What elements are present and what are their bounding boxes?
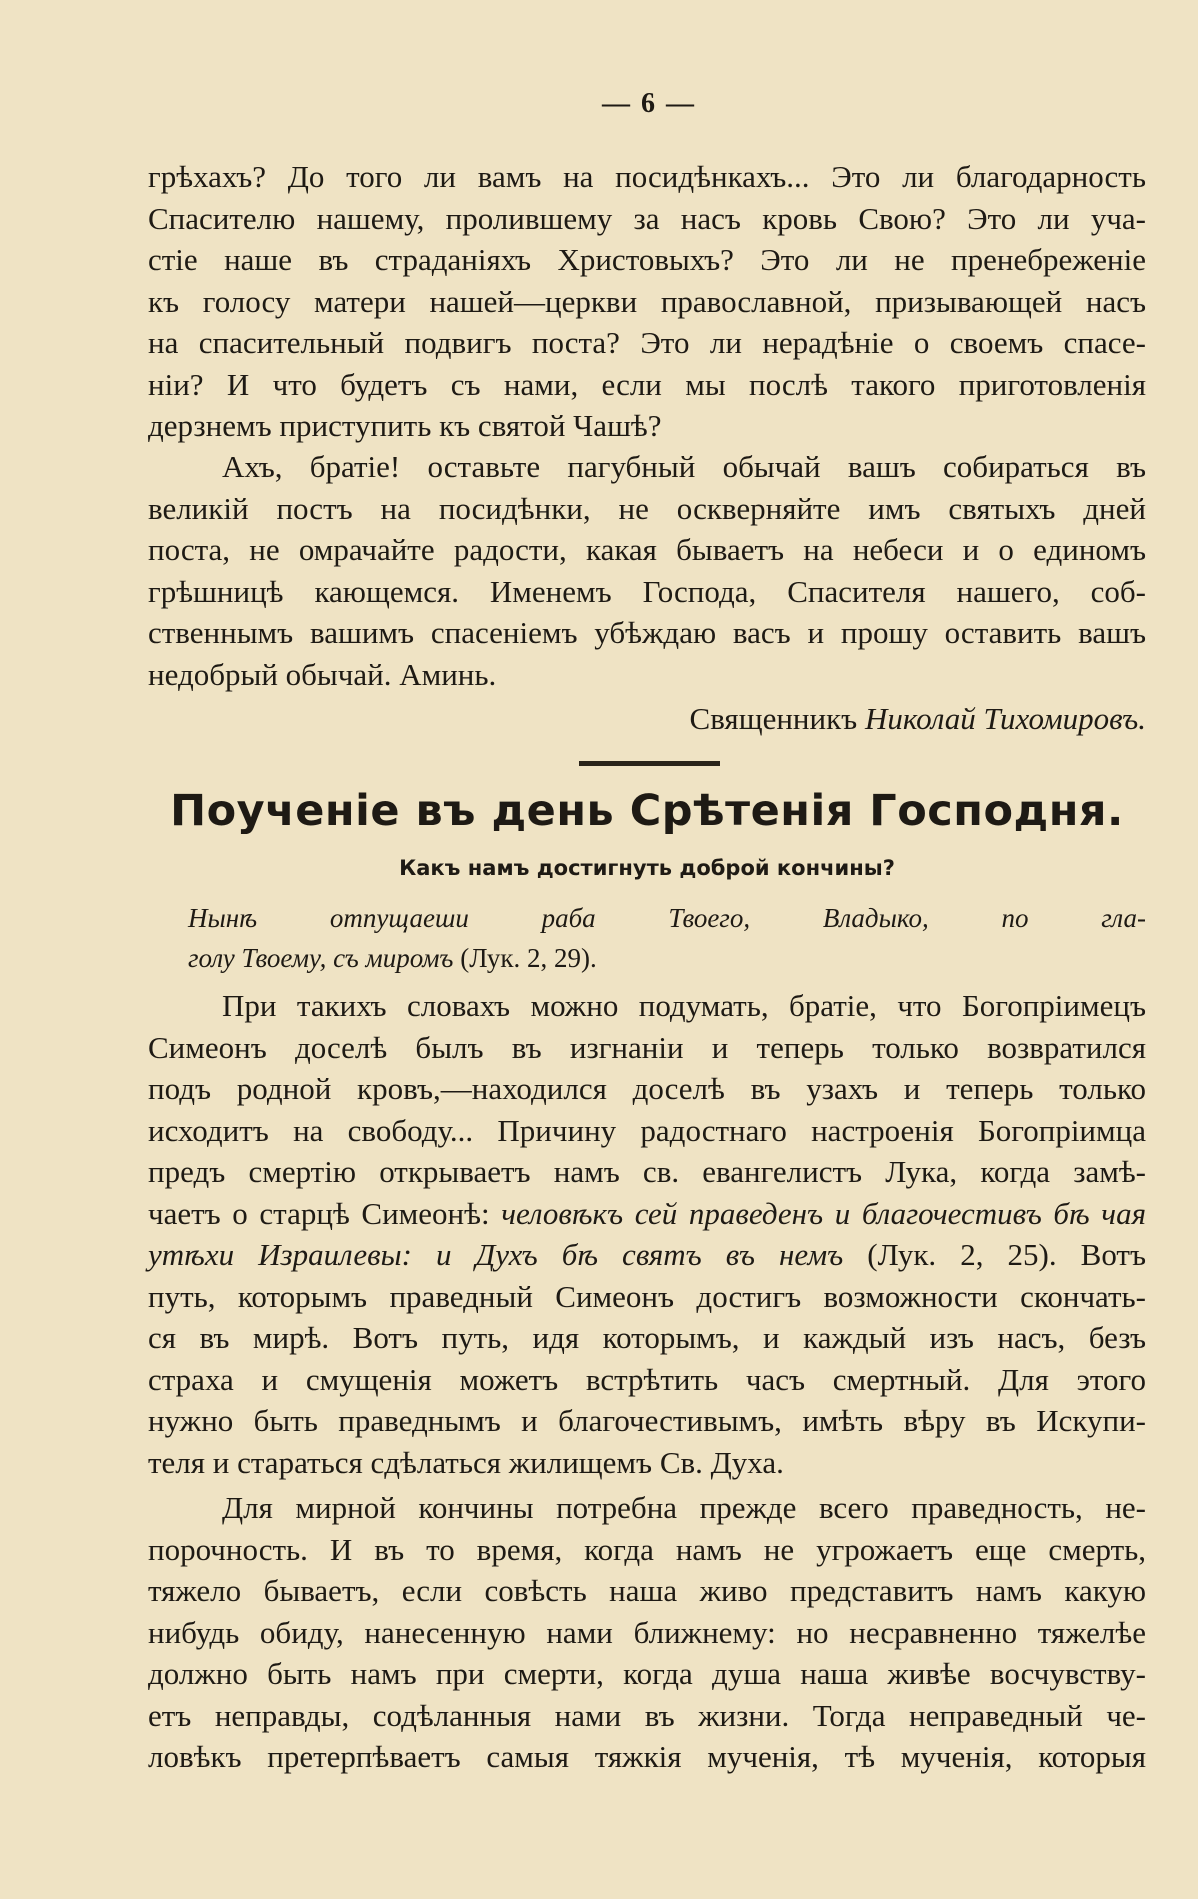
scripture-quote: человѣкъ сей праведенъ и благочестивъ бѣ чая [501,1195,1146,1231]
article-title: Поученіе въ день Срѣтенія Господня. [170,786,1124,836]
epigraph [188,898,1146,978]
paragraph-1 [148,156,1146,447]
epigraph-line [188,938,1146,978]
text-line [148,1234,1146,1276]
text-line: ственнымъ вашимъ спасеніемъ убѣждаю васъ и прошу оставить вашъ [148,615,1146,650]
text-line: При такихъ словахъ можно подумать, братіе, что Богопріимецъ [222,988,1146,1023]
text-line: Симеонъ доселѣ былъ въ изгнаніи и теперь только возвратился [148,1029,1146,1065]
paragraph-4 [148,1487,1146,1778]
author-signature [690,698,1146,740]
text-line: етъ неправды, содѣланныя нами въ жизни. Тогда неправедный че- [148,1697,1146,1733]
text-line: предъ смертію открываетъ намъ св. евангелистъ Лука, когда замѣ- [148,1154,1146,1189]
text-line: поста, не омрачайте радости, какая бываетъ на небеси и о единомъ [148,532,1146,567]
text-segment: (Лук. 2, 25). Вотъ [843,1237,1146,1272]
text-line [148,1193,1146,1235]
text-line: на спасительный подвигъ поста? Это ли нерадѣніе о своемъ спасе- [148,325,1146,360]
article-subtitle: Какъ намъ достигнуть доброй кончины? [399,856,895,880]
paragraph-2 [148,446,1146,695]
text-line: Для мирной кончины потребна прежде всего праведность, не- [222,1490,1146,1525]
text-line: ніи? И что будетъ съ нами, если мы послѣ такого приготовленія [148,366,1146,402]
text-line: стіе наше въ страданіяхъ Христовыхъ? Это ли не пренебреженіе [148,242,1146,277]
scripture-quote: утѣхи Израилевы: и Духъ бѣ святъ въ немъ [148,1237,844,1272]
text-segment: чаетъ о старцѣ Симеонѣ: [148,1195,502,1231]
section-divider [579,761,720,766]
text-line: къ голосу матери нашей—церкви православной, призывающей насъ [148,283,1146,319]
page-number: — 6 — [602,88,696,119]
text-line: подъ родной кровъ,—находился доселѣ въ узахъ и теперь только [148,1071,1146,1106]
text-line: Спасителю нашему, пролившему за насъ кровь Свою? Это ли уча- [148,200,1146,236]
text-line: страха и смущенія можетъ встрѣтить часъ смертный. Для этого [148,1361,1146,1397]
text-line: великій постъ на посидѣнки, не оскверняйте имъ святыхъ дней [148,490,1146,526]
text-line: путь, которымъ праведный Симеонъ достигъ возможности скончать- [148,1278,1146,1314]
text-line: ловѣкъ претерпѣваетъ самыя тяжкія мученія, тѣ мученія, которыя [148,1739,1146,1774]
text-line: грѣшницѣ кающемся. Именемъ Господа, Спасителя нашего, соб- [148,573,1146,609]
epigraph-quote: голу Твоему, съ миромъ [188,943,454,973]
text-line: тяжело бываетъ, если совѣсть наша живо представитъ намъ какую [148,1573,1146,1608]
text-line: порочность. И въ то время, когда намъ не угрожаетъ еще смерть, [148,1531,1146,1567]
signature-title: Священникъ [689,701,858,736]
paragraph-3 [148,985,1146,1483]
text-line: ся въ мирѣ. Вотъ путь, идя которымъ, и каждый изъ насъ, безъ [148,1320,1146,1355]
text-line: исходитъ на свободу... Причину радостнаго настроенія Богопріимца [148,1112,1146,1148]
text-line: Ахъ, братіе! оставьте пагубный обычай вашъ собираться въ [222,449,1146,484]
text-line: недобрый обычай. Аминь. [148,656,497,692]
text-line: нужно быть праведнымъ и благочестивымъ, имѣть вѣру въ Искупи- [148,1403,1146,1438]
text-line: должно быть намъ при смерти, когда душа наша живѣе восчувству- [148,1656,1146,1691]
epigraph-reference: (Лук. 2, 29). [453,943,597,973]
epigraph-line: Нынѣ отпущаеши раба Твоего, Владыко, по гла- [188,903,1146,933]
text-line: грѣхахъ? До того ли вамъ на посидѣнкахъ... Это ли благодарность [148,159,1146,194]
signature-name: Николай Тихомировъ. [864,701,1146,736]
text-line: нибудь обиду, нанесенную нами ближнему: но несравненно тяжелѣе [148,1614,1146,1650]
text-line: дерзнемъ приступить къ святой Чашѣ? [148,408,662,443]
text-line: теля и стараться сдѣлаться жилищемъ Св. Духа. [148,1444,784,1480]
